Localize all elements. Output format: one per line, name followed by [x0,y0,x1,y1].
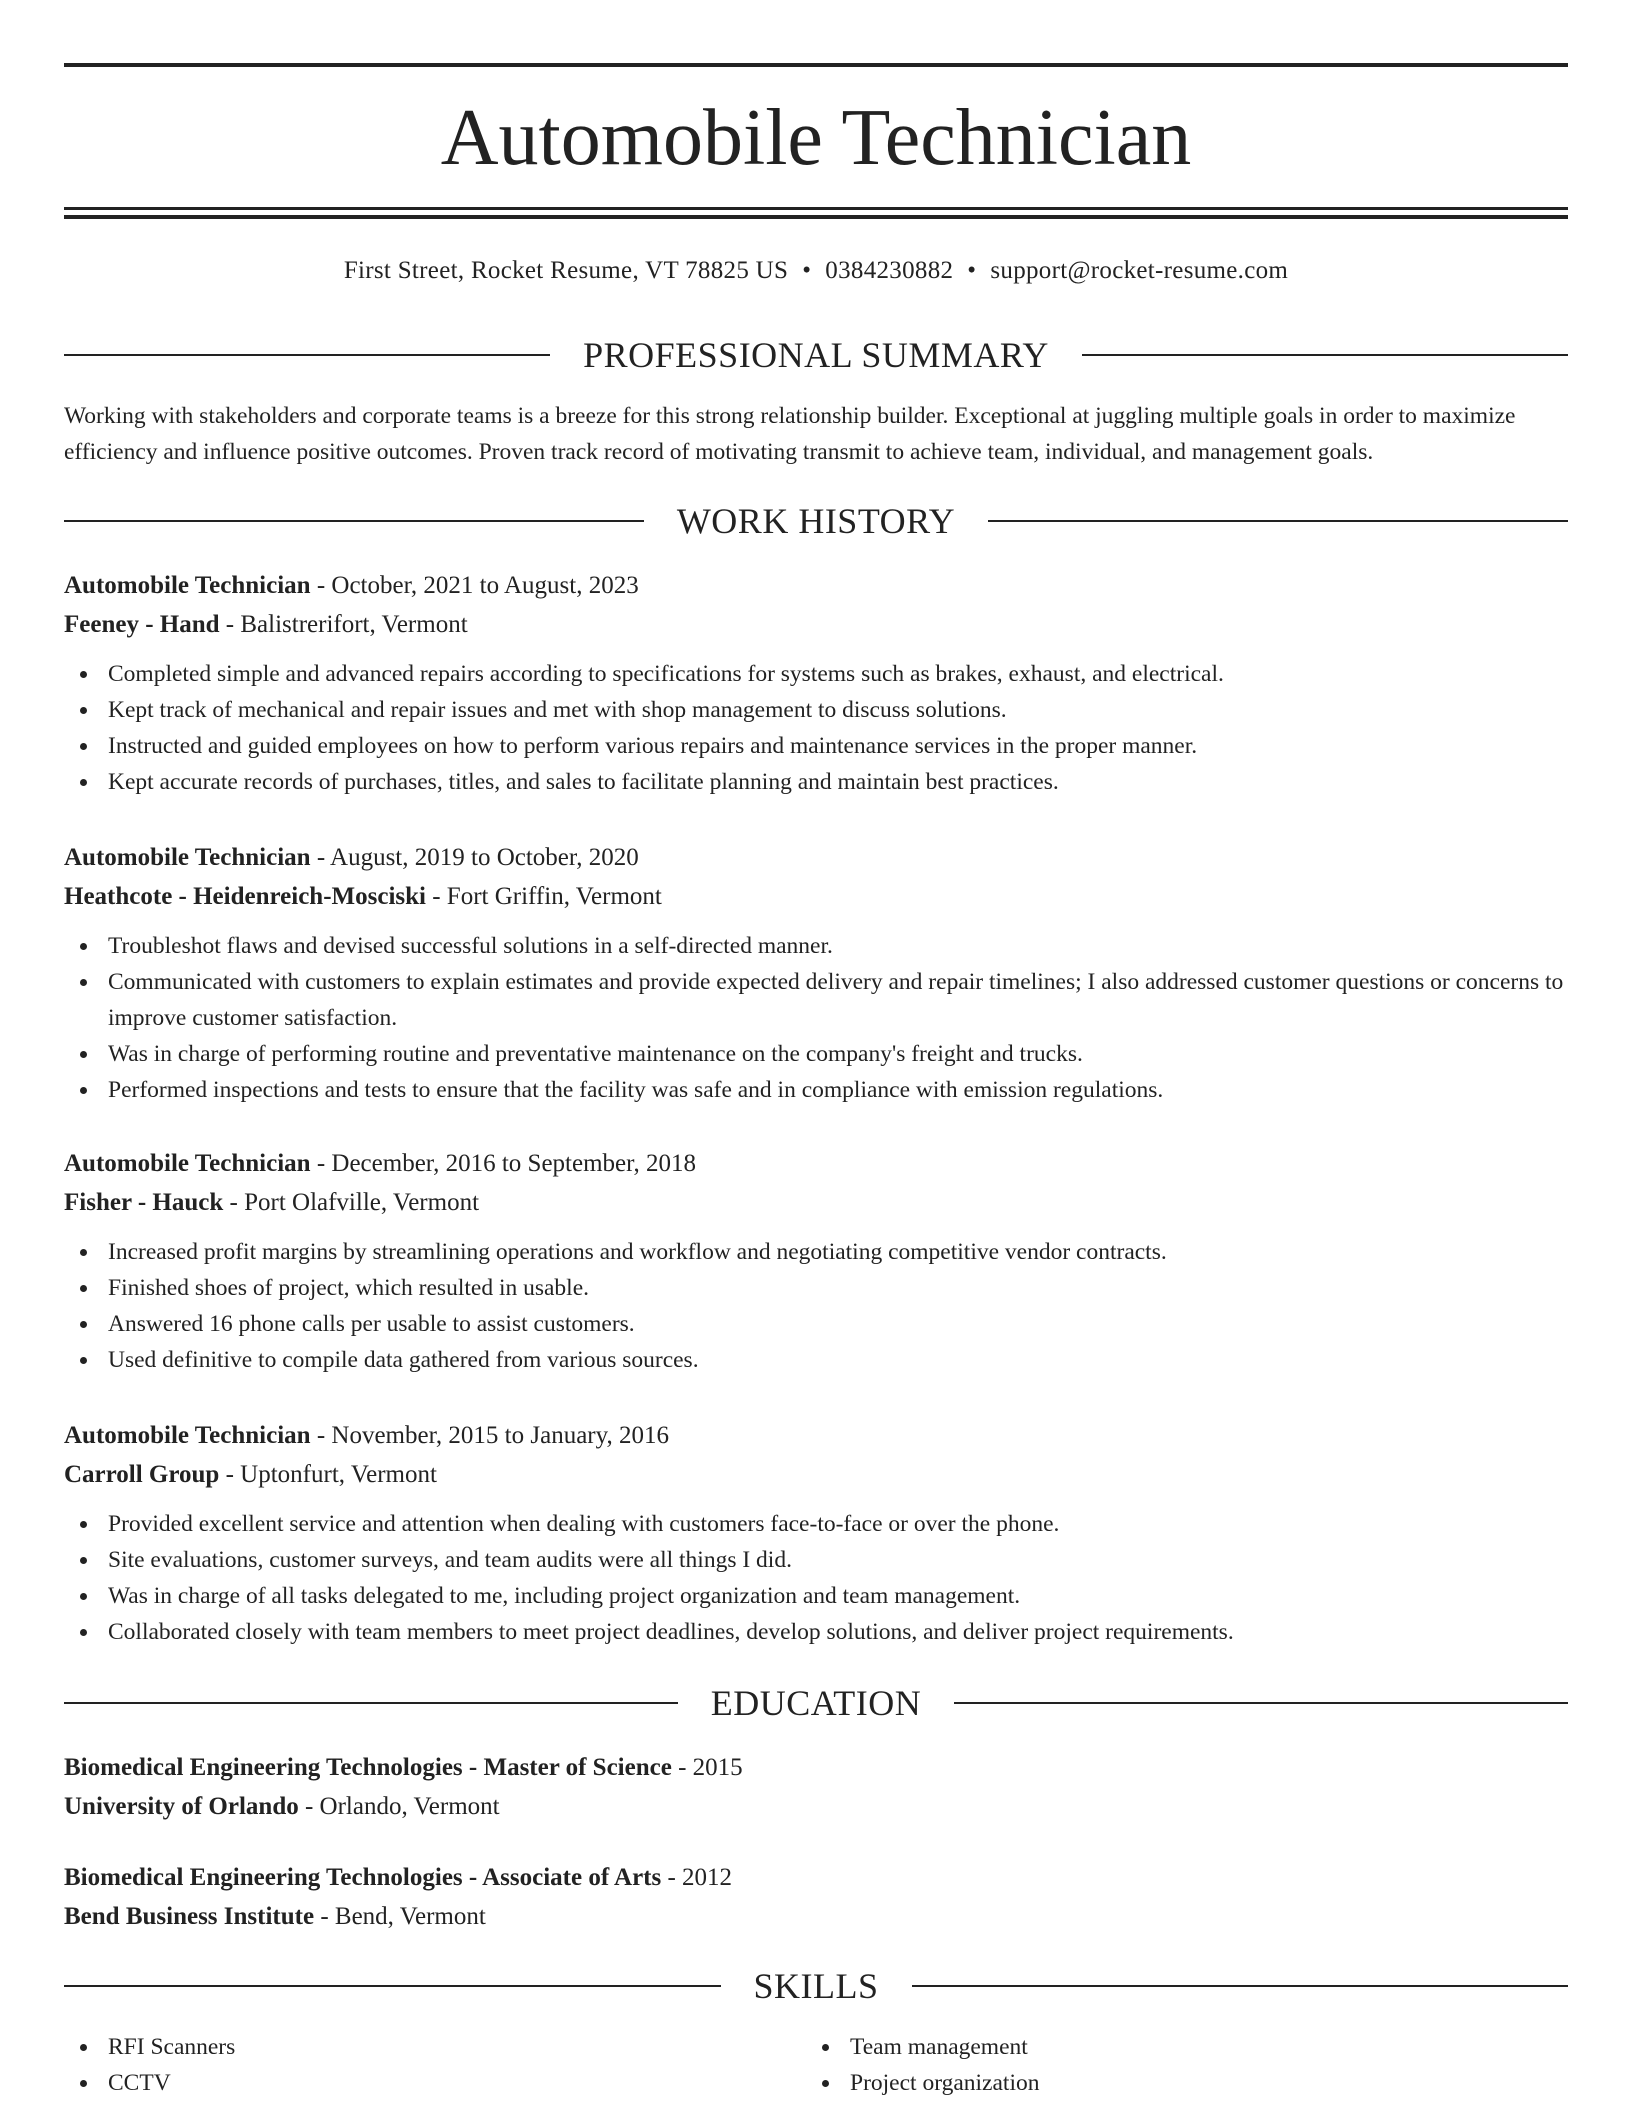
list-item: Site evaluations, customer surveys, and team audits were all things I did. [64,1542,1568,1578]
school-line [64,1787,1568,1826]
job-company: Carroll Group [64,1461,220,1488]
list-item: Team management [806,2029,1548,2065]
divider-line [1082,354,1568,356]
degree-year: - 2015 [671,1754,743,1781]
job-title-line [64,838,1568,877]
job-bullets [64,1234,1568,1378]
section-heading-label: SKILLS [753,1966,879,2006]
header-top-rule [64,63,1568,67]
job-dates: - October, 2021 to August, 2023 [310,572,639,599]
section-heading-label: PROFESSIONAL SUMMARY [583,335,1049,375]
list-item: Collaborated closely with team members to meet project deadlines, develop solutions, and deliver project requirements. [64,1614,1568,1650]
divider-line [64,1985,721,1987]
job-location: - Port Olafville, Vermont [223,1189,480,1216]
job-bullets [64,1506,1568,1650]
list-item: Was in charge of all tasks delegated to me, including project organization and team management. [64,1578,1568,1614]
list-item: Troubleshot flaws and devised successful solutions in a self-directed manner. [64,928,1568,964]
list-item: Kept accurate records of purchases, titles, and sales to facilitate planning and maintain best practices. [64,764,1568,800]
header-bottom-rule [64,207,1568,210]
job-dates: - August, 2019 to October, 2020 [310,844,639,871]
skills-column-right [806,2029,1548,2101]
job-dates: - November, 2015 to January, 2016 [310,1422,669,1449]
job-title-line [64,566,1568,605]
section-heading-label: EDUCATION [710,1683,922,1723]
list-item: CCTV [64,2065,806,2101]
list-item: Increased profit margins by streamlining operations and workflow and negotiating competitive vendor contracts. [64,1234,1568,1270]
section-heading-work [64,499,1568,543]
job-company: Heathcote - Heidenreich-Mosciski [64,883,426,910]
job-title: Automobile Technician [64,1150,311,1177]
job-location: - Balistrerifort, Vermont [219,611,468,638]
contact-separator: • [802,257,812,284]
list-item: Instructed and guided employees on how to perform various repairs and maintenance services in the proper manner. [64,728,1568,764]
job-company-line [64,877,1568,916]
job-title: Automobile Technician [64,844,311,871]
list-item: Completed simple and advanced repairs according to specifications for systems such as brakes, exhaust, and electrical. [64,656,1568,692]
job-title-line [64,1144,1568,1183]
divider-line [988,520,1568,522]
school: Bend Business Institute [64,1903,315,1930]
list-item: Performed inspections and tests to ensure that the facility was safe and in compliance with emission regulations. [64,1072,1568,1108]
list-item: RFI Scanners [64,2029,806,2065]
list-item: Finished shoes of project, which resulted in usable. [64,1270,1568,1306]
list-item: Was in charge of performing routine and preventative maintenance on the company's freight and trucks. [64,1036,1568,1072]
job-location: - Uptonfurt, Vermont [219,1461,437,1488]
job-title: Automobile Technician [64,1422,311,1449]
education-entry [64,1748,1568,1826]
divider-line [64,354,550,356]
summary-text: Working with stakeholders and corporate teams is a breeze for this strong relationship builder. Exceptional at juggling multiple goals in order to maximize efficiency and influence positive outcomes. Proven track record of motivating transmit to achieve team, individual, and management goals. [64,403,1516,465]
list-item: Project organization [806,2065,1548,2101]
section-heading-summary [64,333,1568,377]
degree-line [64,1748,1568,1787]
divider-line [912,1985,1569,1987]
job-location: - Fort Griffin, Vermont [425,883,662,910]
degree: Biomedical Engineering Technologies - Master of Science [64,1754,672,1781]
degree-line [64,1858,1568,1897]
school-location: - Bend, Vermont [314,1903,486,1930]
school-line [64,1897,1568,1936]
divider-line [954,1702,1568,1704]
list-item: Answered 16 phone calls per usable to assist customers. [64,1306,1568,1342]
contact-address: First Street, Rocket Resume, VT 78825 US [343,257,789,284]
list-item: Provided excellent service and attention when dealing with customers face-to-face or over the phone. [64,1506,1568,1542]
contact-phone: 0384230882 [825,257,954,284]
job-entry [64,1416,1568,1650]
job-entry [64,838,1568,1108]
list-item: Kept track of mechanical and repair issues and met with shop management to discuss solutions. [64,692,1568,728]
job-entry [64,566,1568,800]
skills-column-left [64,2029,806,2101]
job-company-line [64,1183,1568,1222]
degree-year: - 2012 [661,1864,733,1891]
job-bullets [64,656,1568,800]
contact-email: support@rocket-resume.com [990,257,1289,284]
resume-title: Automobile Technician [440,94,1192,182]
job-company-line [64,1455,1568,1494]
degree: Biomedical Engineering Technologies - Associate of Arts [64,1864,662,1891]
section-heading-education [64,1681,1568,1725]
job-company: Fisher - Hauck [64,1189,224,1216]
list-item: Used definitive to compile data gathered from various sources. [64,1342,1568,1378]
school: University of Orlando [64,1793,299,1820]
job-company: Feeney - Hand [64,611,220,638]
contact-separator: • [967,257,977,284]
job-company-line [64,605,1568,644]
job-title: Automobile Technician [64,572,311,599]
section-heading-label: WORK HISTORY [676,501,956,541]
list-item: Communicated with customers to explain estimates and provide expected delivery and repair timelines; I also addressed customer questions or concerns to improve customer satisfaction. [64,964,1568,1036]
job-bullets [64,928,1568,1108]
job-title-line [64,1416,1568,1455]
divider-line [64,1702,678,1704]
contact-line [64,252,1568,290]
job-entry [64,1144,1568,1378]
education-entry [64,1858,1568,1936]
job-dates: - December, 2016 to September, 2018 [310,1150,696,1177]
school-location: - Orlando, Vermont [298,1793,500,1820]
skills-list [64,2029,1568,2101]
divider-line [64,520,644,522]
section-heading-skills [64,1964,1568,2008]
header-bottom-rule-2 [64,215,1568,219]
